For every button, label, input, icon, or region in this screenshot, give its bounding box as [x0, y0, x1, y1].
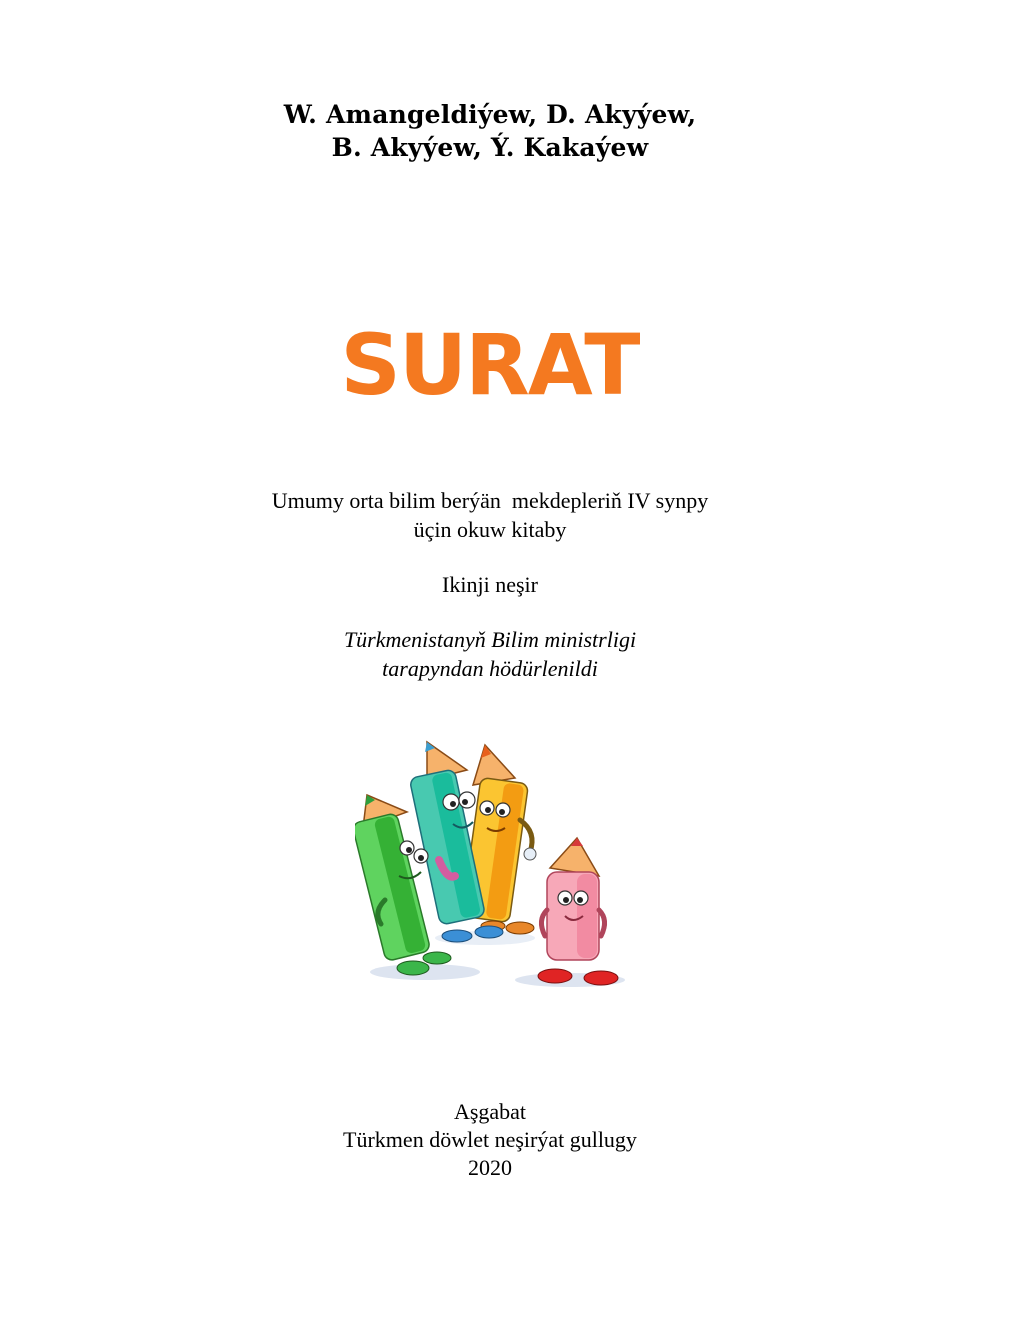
subtitle-line-1: Umumy orta bilim berýän mekdepleriň IV synpy [271, 488, 709, 513]
edition-label: Ikinji neşir [442, 572, 538, 597]
authors-line-1: W. Amangeldiýew, D. Akyýew, [283, 100, 697, 129]
imprint-publisher: Türkmen döwlet neşirýat gullugy [343, 1127, 637, 1152]
imprint-year: 2020 [468, 1155, 512, 1180]
approval-block [0, 625, 980, 683]
pink-pencil-icon [538, 838, 618, 985]
imprint-block [0, 1098, 980, 1182]
cartoon-pencils-illustration [355, 740, 630, 995]
approval-line-2: tarapyndan hödürlenildi [382, 656, 598, 681]
authors-block [0, 98, 980, 164]
approval-line-1: Türkmenistanyň Bilim ministrligi [343, 627, 637, 652]
subtitle-line-2: üçin okuw kitaby [413, 517, 567, 542]
subtitle-block [0, 486, 980, 544]
book-title [340, 318, 640, 418]
book-title-text: SURAT [340, 318, 640, 414]
authors-line-2: B. Akyýew, Ý. Kakaýew [331, 133, 649, 162]
imprint-city: Aşgabat [453, 1099, 527, 1124]
